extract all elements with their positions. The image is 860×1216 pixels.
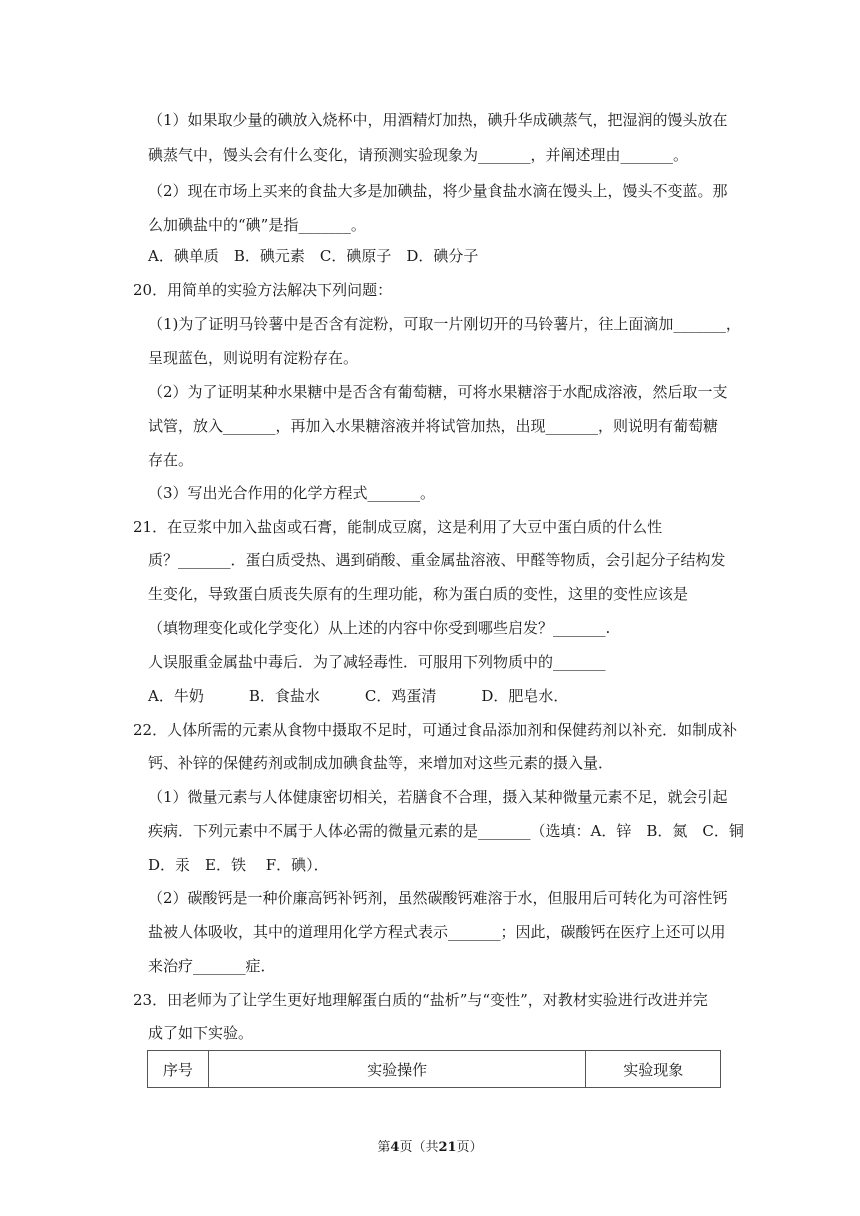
q19-part1-line1: （1）如果取少量的碘放入烧杯中，用酒精灯加热，碘升华成碘蒸气，把湿润的馒头放在	[148, 111, 728, 129]
q21-line4: （填物理变化或化学变化）从上述的内容中你受到哪些启发？_______.	[148, 619, 611, 637]
q20-part2-line2: 试管，放入_______，再加入水果糖溶液并将试管加热，出现_______，则说明有葡萄糖	[148, 417, 719, 435]
table-header-row	[148, 1051, 721, 1088]
q21-line1: 21．在豆浆中加入盐卤或石膏，能制成豆腐，这是利用了大豆中蛋白质的什么性	[133, 518, 663, 536]
table-header-cell: 实验操作	[208, 1051, 586, 1088]
q22-part1-line3: D．汞 E．铁 F．碘）．	[148, 856, 329, 874]
q23-stem-line1: 23．田老师为了让学生更好地理解蛋白质的“盐析”与“变性”，对教材实验进行改进并完	[133, 991, 708, 1009]
q19-part1-line2: 碘蒸气中，馒头会有什么变化，请预测实验现象为_______，并阐述理由_______。	[148, 146, 689, 164]
q22-part1-line2: 疾病．下列元素中不属于人体必需的微量元素的是_______（选填：A．锌 B．氮 C．铜	[148, 822, 744, 840]
q19-part2-line1: （2）现在市场上买来的食盐大多是加碘盐，将少量食盐水滴在馒头上，馒头不变蓝。那	[148, 182, 728, 200]
q20-part1-line1: （1)为了证明马铃薯中是否含有淀粉，可取一片刚切开的马铃薯片，往上面滴加_______，	[148, 315, 741, 333]
footer-total-pages: 21	[438, 1140, 457, 1155]
q22-part2-line1: （2）碳酸钙是一种价廉高钙补钙剂，虽然碳酸钙难溶于水，但服用后可转化为可溶性钙	[148, 889, 728, 907]
q21-line5: 人误服重金属盐中毒后．为了减轻毒性．可服用下列物质中的_______	[148, 653, 606, 671]
q23-stem-line2: 成了如下实验。	[148, 1024, 254, 1042]
q22-stem-line1: 22．人体所需的元素从食物中摄取不足时，可通过食品添加剂和保健药剂以补充．如制成补	[133, 721, 738, 739]
table-header-cell: 序号	[148, 1051, 209, 1088]
q20-stem: 20．用简单的实验方法解决下列问题：	[133, 281, 393, 299]
page-footer	[0, 1139, 860, 1157]
q20-part2-line3: 存在。	[148, 451, 194, 469]
q19-part2-line2: 么加碘盐中的“碘”是指_______。	[148, 216, 366, 234]
q21-line3: 生变化，导致蛋白质丧失原有的生理功能，称为蛋白质的变性，这里的变性应该是	[148, 585, 689, 603]
q22-part1-line1: （1）微量元素与人体健康密切相关，若膳食不合理，摄入某种微量元素不足，就会引起	[148, 788, 728, 806]
q21-options: A．牛奶 B．食盐水 C．鸡蛋清 D．肥皂水．	[148, 687, 569, 705]
footer-middle: 页（共	[399, 1140, 439, 1155]
footer-prefix: 第	[377, 1140, 391, 1155]
footer-suffix: 页）	[456, 1140, 483, 1155]
q21-line2: 质？_______．蛋白质受热、遇到硝酸、重金属盐溶液、甲醛等物质，会引起分子结构发	[148, 551, 726, 569]
q20-part1-line2: 呈现蓝色，则说明有淀粉存在。	[148, 349, 359, 367]
q22-part2-line2: 盐被人体吸收，其中的道理用化学方程式表示_______；因此，碳酸钙在医疗上还可以用	[148, 923, 726, 941]
table-header-cell: 实验现象	[586, 1051, 721, 1088]
q19-options: A．碘单质 B．碘元素 C．碘原子 D．碘分子	[148, 247, 479, 265]
q22-stem-line2: 钙、补锌的保健药剂或制成加碘食盐等，来增加对这些元素的摄入量．	[148, 754, 614, 772]
q22-part2-line3: 来治疗_______症．	[148, 957, 276, 975]
q20-part2-line1: （2）为了证明某种水果糖中是否含有葡萄糖，可将水果糖溶于水配成溶液，然后取一支	[148, 383, 728, 401]
q20-part3: （3）写出光合作用的化学方程式_______。	[148, 484, 436, 502]
footer-page-number: 4	[390, 1140, 400, 1155]
experiment-table	[147, 1050, 721, 1088]
